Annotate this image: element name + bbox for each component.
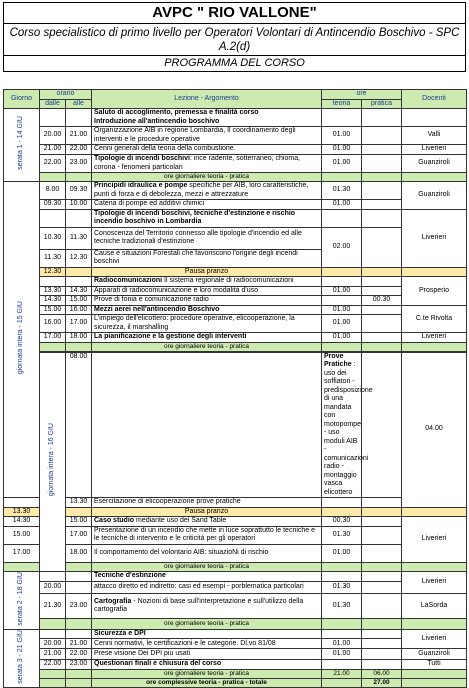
lesson-text: attacco diretto ed indiretto: casi ed esempi - porblematica particolari <box>92 582 322 594</box>
teacher: Guanziroli <box>402 155 467 173</box>
teacher: Guanziroli <box>402 649 467 659</box>
time-from: 21.00 <box>40 145 66 155</box>
teacher: LaSorda <box>402 593 467 618</box>
col-docenti: Docenti <box>402 90 467 109</box>
time-from: 17.00 <box>40 333 66 343</box>
time-to: 22.00 <box>66 145 92 155</box>
hours-theory: 01.00 <box>322 127 362 145</box>
total-theory: 21.00 <box>322 669 362 678</box>
lesson-text: Esercitazione di elicooperazione prove pratiche <box>92 498 322 508</box>
lesson-text: Catena di pompe ed additivi chimici <box>92 200 322 210</box>
lesson-text: Sicurezza e DPI <box>92 629 322 639</box>
time-from: 15.00 <box>40 305 66 315</box>
table-row <box>4 315 467 333</box>
time-to: 15.00 <box>66 296 92 306</box>
lesson-text: Cartografia - Nozioni di base sull'interpretazione e sull'utilizzo della cartografia <box>92 593 322 618</box>
hours-theory: 01.00 <box>322 286 362 296</box>
teacher: Liverieri <box>402 333 467 343</box>
time-to: 23.00 <box>66 155 92 173</box>
daily-hours-row <box>4 173 467 182</box>
col-alle: alle <box>66 99 92 109</box>
time-from: 13.30 <box>40 286 66 296</box>
day-label: serata 2 - 18 GIU <box>4 571 40 629</box>
hours-practice: 04.00 <box>402 352 467 507</box>
daily-hours-label: ore giornaliere teoria - pratica <box>92 562 322 571</box>
time-from: 20.00 <box>40 582 66 594</box>
total-label: ore complessive teoria - pratica - totale <box>92 678 322 687</box>
hours-theory: 01.00 <box>322 544 362 562</box>
col-pratica: pratica <box>362 99 402 109</box>
time-from: 14.30 <box>40 296 66 306</box>
lesson-text: Cenni normativi, le certificazioni e le categorie. Dl.vo 81/08 <box>92 639 322 649</box>
table-row <box>4 109 467 127</box>
lesson-text: Il comportamento del volontario AIB: situazioNi di rischio <box>92 544 322 562</box>
day-label: serata 1 - 14 GIU <box>4 109 40 182</box>
time-from: 17.00 <box>4 544 40 562</box>
table-row <box>4 544 467 562</box>
time-to: 16.00 <box>66 305 92 315</box>
hours-theory: 01.00 <box>322 145 362 155</box>
table-row <box>4 182 467 200</box>
course-subtitle: Corso specialistico di primo livello per Operatori Volontari di Antincendio Boschivo - SPC A.2(d) <box>3 24 466 56</box>
lunch-label: Pausa pranzo <box>92 507 322 517</box>
lesson-text: Mezzi aerei nell'antincendio Boschivo <box>92 305 322 315</box>
hours-theory: 01.30 <box>322 593 362 618</box>
document-header <box>3 2 466 72</box>
day-label: giornata intera - 16 GIU <box>40 352 66 571</box>
program-heading: PROGRAMMA DEL CORSO <box>3 56 466 72</box>
lesson-text: Tipologie di incendi boschivi, tecniche d'estinzione e rischio incendio boschivo in Lombardia <box>92 209 322 227</box>
table-header <box>4 90 467 100</box>
lesson-text: Organizzazione AIB in regione Lombardia, Il coordinamento degli interventi e le procedure operative <box>92 127 322 145</box>
table-row <box>4 571 467 582</box>
teacher: Liverieri <box>402 145 467 155</box>
daily-hours-label: ore giornaliere teoria - pratica <box>92 669 322 678</box>
teacher: Valli <box>402 127 467 145</box>
table-row <box>4 629 467 639</box>
time-from: 20.00 <box>40 127 66 145</box>
hours-practice: 00.30 <box>362 296 402 306</box>
table-row <box>4 155 467 173</box>
daily-hours-row <box>4 619 467 629</box>
hours-theory: 01.00 <box>322 155 362 173</box>
table-row <box>4 277 467 287</box>
lunch-label: Pausa pranzo <box>92 267 322 277</box>
time-from: 13.30 <box>4 507 40 517</box>
time-to: 10.00 <box>66 200 92 210</box>
table-row <box>4 127 467 145</box>
time-from: 14.30 <box>4 517 40 527</box>
teacher: Guanziroli <box>402 182 467 210</box>
hours-theory: 01.30 <box>322 526 362 544</box>
time-to: 14.30 <box>66 286 92 296</box>
time-from: 21.30 <box>40 593 66 618</box>
lesson-text: Radiocomunicazioni Il sistema regionale di radiocomunicazioni <box>92 277 322 287</box>
table-row <box>4 333 467 343</box>
table-row <box>4 209 467 227</box>
table-row <box>4 526 467 544</box>
lesson-text: Cenni generali della teoria della combustione. <box>92 145 322 155</box>
lesson-text: Presentazione di un incendio che mette in luce soprattutto le tecniche e le tecniche di intervento e le criticità per gli operatori <box>92 526 322 544</box>
daily-hours-label: ore giornaliere teoria - pratica <box>92 342 322 351</box>
daily-hours-row <box>4 669 467 678</box>
lesson-text: Caso studio mediante uso del Sand Table <box>92 517 322 527</box>
hours-theory: 01.30 <box>322 582 362 594</box>
table-row <box>4 286 467 296</box>
time-from: 20.00 <box>40 639 66 649</box>
time-to: 11.30 <box>66 227 92 249</box>
time-from: 16.00 <box>40 315 66 333</box>
time-to: 12.30 <box>66 249 92 267</box>
col-lezione: Lezione - Argomento <box>92 90 322 109</box>
teacher: Liverieri <box>402 517 467 563</box>
time-to: 15.00 <box>66 517 92 527</box>
lesson-text: La pianificazione e la gestione degli interventi <box>92 333 322 343</box>
time-from: 15.00 <box>4 526 40 544</box>
time-to: 22.00 <box>66 649 92 659</box>
time-from: 12.30 <box>40 267 66 277</box>
table-row <box>4 659 467 669</box>
time-from: 22.00 <box>40 659 66 669</box>
lesson-text: Tipologie di incendi boschivi: ince radente, sotterraneo, chioma, corona - fenomeni particolari <box>92 155 322 173</box>
time-to: 09.30 <box>66 182 92 200</box>
lesson-text: Introduzione all'antincendio boschivo <box>94 117 220 125</box>
col-teoria: teoria <box>322 99 362 109</box>
table-row <box>4 639 467 649</box>
time-to: 18.00 <box>66 333 92 343</box>
lesson-text: Prove di fonia e comunicazione radio <box>92 296 322 306</box>
lesson-text: Cause e situazioni Forestali che favoriscono l'origine degli incendi boschivi <box>92 249 322 267</box>
day-label: giornata intera - 15 GIU <box>4 182 40 498</box>
lunch-row <box>4 267 467 277</box>
page-title: AVPC " RIO VALLONE" <box>3 2 466 24</box>
time-to: 21.00 <box>66 127 92 145</box>
daily-hours-label: ore giornaliere teoria - pratica <box>92 619 322 629</box>
daily-hours-row <box>4 562 467 571</box>
col-dalle: dalle <box>40 99 66 109</box>
hours-theory: 01.00 <box>322 200 362 210</box>
col-orario: orario <box>40 90 92 100</box>
teacher: Liverieri <box>402 629 467 649</box>
teacher: Liverieri <box>402 209 467 267</box>
time-to: 17.00 <box>66 315 92 333</box>
lesson-text: Apparati di radiocomunicazione e loro modalità d'uso <box>92 286 322 296</box>
time-to: 13.30 <box>66 498 92 508</box>
table-row <box>4 593 467 618</box>
time-from: 22.00 <box>40 155 66 173</box>
lesson-text: Prove Pratiche : uso dei soffiatori - predisposizione di una mandata con motopompe - uso moduli AIB - comunicazioni radio - montaggio vasca elicottero <box>322 352 362 498</box>
teacher: Tutti <box>402 659 467 669</box>
time-from: 08.00 <box>66 352 92 498</box>
lesson-text: Principidi idraulica e pompe specifiche per AIB, loro caratteristiche, punti di forza e di debolezza, mezzi e attrezzature <box>92 182 322 200</box>
lesson-text: Tecniche d'estinzione <box>92 571 322 582</box>
hours-theory: 01.30 <box>322 182 362 200</box>
lesson-text: Conoscenza del Territorio connesso alle tipologie d'incendio ed alle tecniche tradizionali d'estinzione <box>92 227 322 249</box>
hours-theory: 01.00 <box>322 315 362 333</box>
teacher: C.te Rivolta <box>402 305 467 333</box>
table-row <box>4 582 467 594</box>
time-to: 23.00 <box>66 593 92 618</box>
hours-theory: 02.00 <box>322 227 362 267</box>
day-label: serata 3 - 21 GIU <box>4 629 40 687</box>
table-row <box>4 498 467 508</box>
hours-theory: 01.00 <box>322 305 362 315</box>
lunch-row <box>4 507 467 517</box>
total-practice: 06.00 <box>362 669 402 678</box>
time-to: 18.00 <box>66 544 92 562</box>
program-table <box>3 89 467 688</box>
time-from: 10.30 <box>40 227 66 249</box>
col-ore: ore <box>322 90 402 100</box>
daily-hours-label: ore giornaliere teoria - pratica <box>92 173 322 182</box>
time-to: 17.00 <box>66 526 92 544</box>
hours-theory: 01.00 <box>322 649 362 659</box>
teacher: Liverieri <box>402 571 467 593</box>
time-to: 21.00 <box>66 639 92 649</box>
time-from: 09.30 <box>40 200 66 210</box>
table-row <box>4 227 467 249</box>
daily-hours-row <box>4 342 467 351</box>
table-row <box>4 649 467 659</box>
col-giorno: Giorno <box>4 90 40 109</box>
table-row <box>4 145 467 155</box>
table-row <box>4 305 467 315</box>
total-row <box>4 678 467 687</box>
total-all: 27.00 <box>362 678 402 687</box>
time-from: 21.00 <box>40 649 66 659</box>
time-to: 23.00 <box>66 659 92 669</box>
hours-theory: 01.00 <box>322 639 362 649</box>
lesson-text: L'impiego dell'elicottero: procedure operative, elicooperazione, la sicurezza, il marshalling <box>92 315 322 333</box>
table-row <box>4 352 467 498</box>
table-row <box>4 296 467 306</box>
hours-theory: 01.00 <box>322 333 362 343</box>
lesson-text: Saluto di accoglimento, premessa e finalità corso <box>94 109 259 116</box>
time-from: 8.00 <box>40 182 66 200</box>
time-from: 11.30 <box>40 249 66 267</box>
hours-theory: 00.30 <box>322 517 362 527</box>
lesson-text: Questionari finali e chiusura del corso <box>92 659 322 669</box>
table-row <box>4 200 467 210</box>
table-row <box>4 517 467 527</box>
teacher: Prosperio <box>402 277 467 306</box>
lesson-text: Prese visione Dei DPI piu usati <box>92 649 322 659</box>
